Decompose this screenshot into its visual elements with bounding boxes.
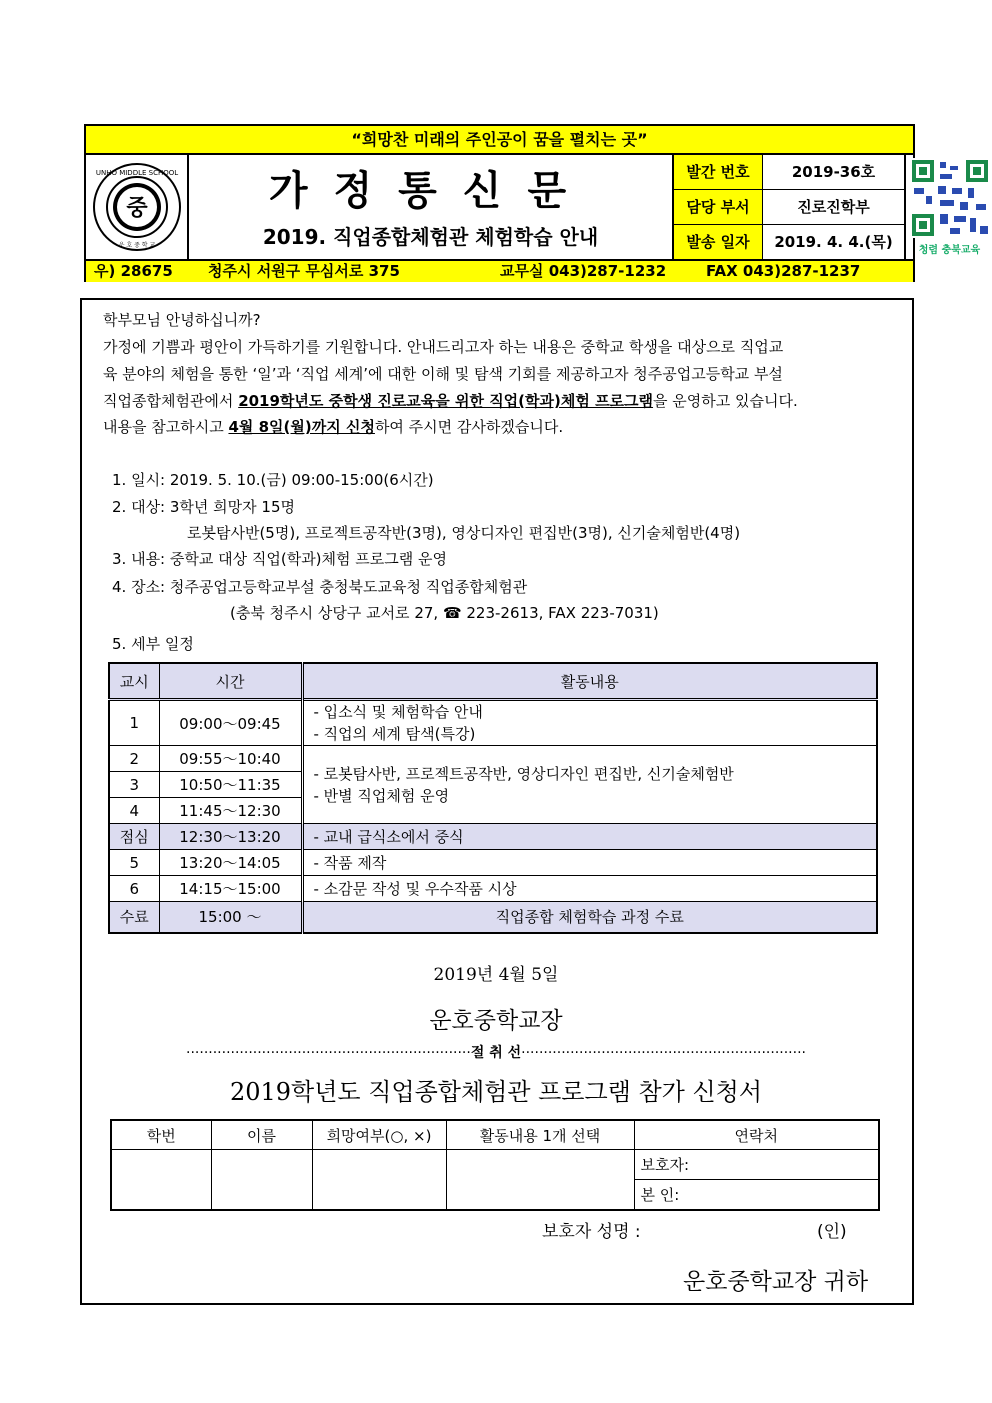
- letter-date: 2019년 4월 5일: [433, 965, 559, 985]
- qr-code-icon: [910, 158, 990, 238]
- info-key: 담당 부서: [674, 190, 763, 224]
- letter-line: 가정에 기쁨과 평안이 가득하기를 기원합니다. 안내드리고자 하는 내용은 중학교 학생을 대상으로 직업교: [103, 338, 784, 356]
- form-title: 2019학년도 직업종합체험관 프로그램 참가 신청서: [229, 1078, 763, 1106]
- name-field[interactable]: [211, 1150, 312, 1211]
- column-header: 학번: [111, 1120, 211, 1150]
- student-number-field[interactable]: [111, 1150, 211, 1211]
- preference-field[interactable]: [312, 1150, 446, 1211]
- info-row-department: [674, 190, 904, 225]
- slogan: “희망찬 미래의 주인공이 꿈을 펼치는 곳”: [86, 126, 913, 155]
- column-header: 시간: [159, 663, 302, 700]
- greeting: 학부모님 안녕하십니까?: [103, 311, 261, 329]
- item-target: 2. 대상: 3학년 희망자 15명: [112, 498, 295, 516]
- time-cell: 13:20～14:05: [159, 850, 302, 876]
- activity-choice-field[interactable]: [446, 1150, 634, 1211]
- time-cell: 09:55～10:40: [159, 746, 302, 772]
- street-address: 청주시 서원구 무심서로 375: [208, 262, 400, 280]
- cut-dots: ································································: [521, 1045, 806, 1061]
- postal-code: 우) 28675: [94, 262, 173, 280]
- info-row-number: [674, 155, 904, 190]
- column-header: 이름: [211, 1120, 312, 1150]
- item-place-detail: (충북 청주시 상당구 교서로 27, ☎ 223-2613, FAX 223-7031): [230, 604, 659, 622]
- guardian-contact-field[interactable]: 보호자:: [634, 1150, 879, 1180]
- activity-line: - 로봇탐사반, 프로젝트공작반, 영상디자인 편집반, 신기술체험반: [313, 764, 734, 783]
- logo-text: UNHO MIDDLE SCHOOL: [95, 169, 179, 177]
- info-key: 발송 일자: [674, 225, 763, 259]
- form-row: [111, 1150, 879, 1180]
- schedule-table: [108, 662, 878, 934]
- info-value: 2019-36호: [791, 163, 876, 181]
- activity-cell: - 작품 제작: [302, 850, 877, 876]
- period-cell: 점심: [109, 824, 159, 850]
- letter-line: 육 분야의 체험을 통한 ‘일’과 ‘직업 세계’에 대한 이해 및 탐색 기회를 제공하고자 청주공업고등학교 부설: [103, 365, 783, 383]
- logo-char: 중: [126, 196, 148, 221]
- info-key: 발간 번호: [674, 155, 763, 189]
- column-header: 연락처: [634, 1120, 879, 1150]
- table-row: [109, 700, 877, 746]
- time-cell: 12:30～13:20: [159, 824, 302, 850]
- letter-text: 을 운영하고 있습니다.: [653, 392, 798, 410]
- page-title: 가정통신문: [268, 167, 593, 214]
- cut-line: [118, 1042, 874, 1062]
- deadline-highlight: 4월 8일(월)까지 신청: [228, 418, 375, 436]
- seal-mark: (인): [817, 1222, 847, 1242]
- page-subtitle: 2019. 직업종합체험관 체험학습 안내: [262, 225, 599, 249]
- activity-line: - 직업의 세계 탐색(특강): [313, 725, 476, 743]
- cut-dots: ································································: [186, 1045, 471, 1061]
- letter-text: 내용을 참고하시고: [103, 418, 229, 436]
- table-row: [109, 824, 877, 850]
- activity-line: - 입소식 및 체험학습 안내: [313, 703, 483, 721]
- qr-code-area: [906, 155, 992, 259]
- school-logo: [86, 155, 189, 259]
- guardian-signature-label: 보호자 성명 :: [542, 1222, 641, 1242]
- table-row: [109, 850, 877, 876]
- newsletter-header: [84, 124, 981, 282]
- time-cell: 10:50～11:35: [159, 772, 302, 798]
- info-row-date: [674, 225, 904, 259]
- column-header: 활동내용: [302, 663, 877, 700]
- item-place: 4. 장소: 청주공업고등학교부설 충청북도교육청 직업종합체험관: [112, 578, 528, 596]
- activity-cell: [302, 700, 877, 746]
- qr-caption: 청렴 충북교육: [918, 245, 981, 256]
- activity-cell: - 교내 급식소에서 중식: [302, 824, 877, 850]
- time-cell: 11:45～12:30: [159, 798, 302, 824]
- table-row: [109, 902, 877, 933]
- period-cell: 4: [109, 798, 159, 824]
- time-cell: 09:00～09:45: [159, 700, 302, 746]
- info-value: 2019. 4. 4.(목): [774, 233, 893, 251]
- column-header: 교시: [109, 663, 159, 700]
- letter-text: 하여 주시면 감사하겠습니다.: [374, 418, 564, 436]
- school-emblem-icon: [92, 161, 182, 253]
- item-schedule-title: 5. 세부 일정: [112, 635, 194, 653]
- cut-label: 절 취 선: [470, 1045, 522, 1061]
- time-cell: 14:15～15:00: [159, 876, 302, 902]
- application-form-table: [110, 1119, 880, 1211]
- item-date: 1. 일시: 2019. 5. 10.(금) 09:00-15:00(6시간): [112, 471, 434, 489]
- title-area: [189, 155, 674, 259]
- period-cell: 6: [109, 876, 159, 902]
- table-row: [109, 876, 877, 902]
- program-highlight: 2019학년도 중학생 진로교육을 위한 직업(학과)체험 프로그램: [238, 392, 654, 410]
- info-value: 진로진학부: [797, 198, 870, 216]
- activity-cell: 직업종합 체험학습 과정 수료: [302, 902, 877, 933]
- student-contact-field[interactable]: 본 인:: [634, 1180, 879, 1211]
- time-cell: 15:00 ～: [159, 902, 302, 933]
- period-cell: 3: [109, 772, 159, 798]
- activity-line: - 반별 직업체험 운영: [313, 786, 450, 805]
- school-address: [86, 259, 913, 282]
- addressee: 운호중학교장 귀하: [683, 1269, 869, 1295]
- letter-line: [103, 390, 798, 411]
- issue-info: [674, 155, 906, 259]
- period-cell: 수료: [109, 902, 159, 933]
- letter-text: 직업종합체험관에서: [103, 392, 239, 410]
- period-cell: 2: [109, 746, 159, 772]
- item-content: 3. 내용: 중학교 대상 직업(학과)체험 프로그램 운영: [112, 550, 447, 568]
- activity-cell: - 소감문 작성 및 우수작품 시상: [302, 876, 877, 902]
- table-row: [109, 746, 877, 772]
- column-header: 희망여부(○, ×): [312, 1120, 446, 1150]
- office-phone: 교무실 043)287-1232: [500, 262, 667, 280]
- period-cell: 1: [109, 700, 159, 746]
- fax-number: FAX 043)287-1237: [706, 262, 861, 280]
- principal-name: 운호중학교장: [429, 1008, 563, 1034]
- activity-cell: [302, 746, 877, 824]
- form-header-row: [111, 1120, 879, 1150]
- table-header-row: [109, 663, 877, 700]
- item-target-detail: 로봇탐사반(5명), 프로젝트공작반(3명), 영상디자인 편집반(3명), 신기술체험반(4명): [187, 524, 741, 542]
- letter-line: [103, 416, 563, 437]
- period-cell: 5: [109, 850, 159, 876]
- logo-bottom-text: 운 호 중 학 교: [118, 242, 156, 249]
- column-header: 활동내용 1개 선택: [446, 1120, 634, 1150]
